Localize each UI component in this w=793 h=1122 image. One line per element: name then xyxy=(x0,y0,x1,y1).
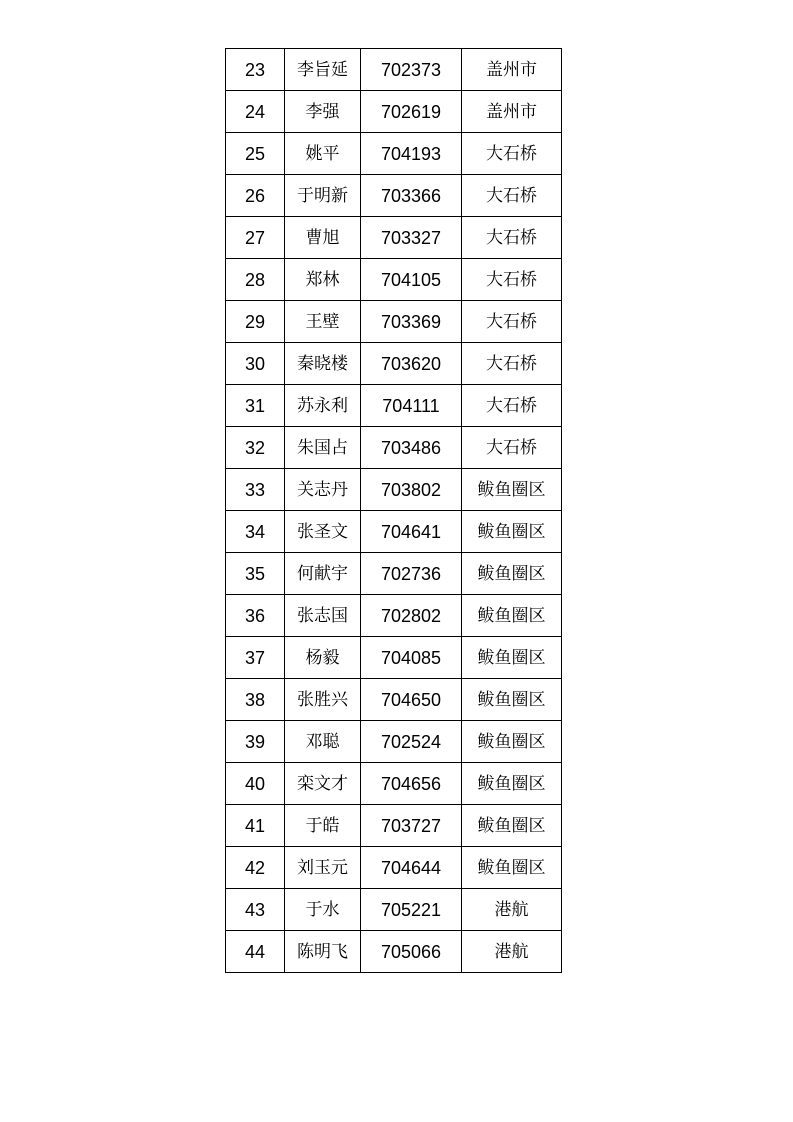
table-row xyxy=(226,301,562,343)
table-row xyxy=(226,763,562,805)
table-row xyxy=(226,343,562,385)
id-code: 704111 xyxy=(361,385,462,427)
table-row xyxy=(226,385,562,427)
id-code: 704656 xyxy=(361,763,462,805)
row-number: 27 xyxy=(226,217,285,259)
table-row xyxy=(226,175,562,217)
person-name: 姚平 xyxy=(285,133,361,175)
unit-name: 大石桥 xyxy=(462,175,562,217)
id-code: 704641 xyxy=(361,511,462,553)
id-code: 704105 xyxy=(361,259,462,301)
id-code: 703327 xyxy=(361,217,462,259)
unit-name: 大石桥 xyxy=(462,301,562,343)
unit-name: 大石桥 xyxy=(462,427,562,469)
unit-name: 鲅鱼圈区 xyxy=(462,721,562,763)
person-name: 陈明飞 xyxy=(285,931,361,973)
table-row xyxy=(226,511,562,553)
id-code: 702524 xyxy=(361,721,462,763)
id-code: 703727 xyxy=(361,805,462,847)
id-code: 704193 xyxy=(361,133,462,175)
unit-name: 鲅鱼圈区 xyxy=(462,469,562,511)
row-number: 42 xyxy=(226,847,285,889)
table-row xyxy=(226,469,562,511)
row-number: 24 xyxy=(226,91,285,133)
row-number: 26 xyxy=(226,175,285,217)
person-name: 朱国占 xyxy=(285,427,361,469)
table-row xyxy=(226,931,562,973)
id-code: 703366 xyxy=(361,175,462,217)
person-name: 李旨延 xyxy=(285,49,361,91)
roster-table xyxy=(225,48,562,973)
unit-name: 大石桥 xyxy=(462,385,562,427)
unit-name: 鲅鱼圈区 xyxy=(462,511,562,553)
row-number: 44 xyxy=(226,931,285,973)
id-code: 703620 xyxy=(361,343,462,385)
row-number: 36 xyxy=(226,595,285,637)
unit-name: 盖州市 xyxy=(462,91,562,133)
person-name: 郑林 xyxy=(285,259,361,301)
row-number: 37 xyxy=(226,637,285,679)
unit-name: 大石桥 xyxy=(462,133,562,175)
row-number: 35 xyxy=(226,553,285,595)
unit-name: 鲅鱼圈区 xyxy=(462,763,562,805)
table-row xyxy=(226,553,562,595)
person-name: 张志国 xyxy=(285,595,361,637)
row-number: 40 xyxy=(226,763,285,805)
table-row xyxy=(226,637,562,679)
row-number: 43 xyxy=(226,889,285,931)
table-row xyxy=(226,721,562,763)
row-number: 28 xyxy=(226,259,285,301)
unit-name: 港航 xyxy=(462,889,562,931)
row-number: 33 xyxy=(226,469,285,511)
id-code: 702619 xyxy=(361,91,462,133)
person-name: 何献宇 xyxy=(285,553,361,595)
id-code: 702373 xyxy=(361,49,462,91)
unit-name: 大石桥 xyxy=(462,343,562,385)
row-number: 38 xyxy=(226,679,285,721)
id-code: 702802 xyxy=(361,595,462,637)
table-row xyxy=(226,133,562,175)
person-name: 王壁 xyxy=(285,301,361,343)
table-row xyxy=(226,847,562,889)
row-number: 23 xyxy=(226,49,285,91)
id-code: 702736 xyxy=(361,553,462,595)
person-name: 张胜兴 xyxy=(285,679,361,721)
person-name: 于明新 xyxy=(285,175,361,217)
id-code: 704644 xyxy=(361,847,462,889)
unit-name: 鲅鱼圈区 xyxy=(462,553,562,595)
id-code: 703802 xyxy=(361,469,462,511)
unit-name: 鲅鱼圈区 xyxy=(462,847,562,889)
table-row xyxy=(226,889,562,931)
person-name: 杨毅 xyxy=(285,637,361,679)
row-number: 41 xyxy=(226,805,285,847)
person-name: 于皓 xyxy=(285,805,361,847)
person-name: 曹旭 xyxy=(285,217,361,259)
unit-name: 大石桥 xyxy=(462,217,562,259)
person-name: 秦晓楼 xyxy=(285,343,361,385)
person-name: 刘玉元 xyxy=(285,847,361,889)
unit-name: 鲅鱼圈区 xyxy=(462,595,562,637)
table-row xyxy=(226,259,562,301)
person-name: 关志丹 xyxy=(285,469,361,511)
unit-name: 鲅鱼圈区 xyxy=(462,637,562,679)
unit-name: 大石桥 xyxy=(462,259,562,301)
table-row xyxy=(226,49,562,91)
row-number: 30 xyxy=(226,343,285,385)
table-row xyxy=(226,217,562,259)
row-number: 32 xyxy=(226,427,285,469)
person-name: 于水 xyxy=(285,889,361,931)
id-code: 703369 xyxy=(361,301,462,343)
table-row xyxy=(226,595,562,637)
id-code: 704650 xyxy=(361,679,462,721)
person-name: 李强 xyxy=(285,91,361,133)
id-code: 705066 xyxy=(361,931,462,973)
unit-name: 盖州市 xyxy=(462,49,562,91)
id-code: 704085 xyxy=(361,637,462,679)
table-row xyxy=(226,805,562,847)
unit-name: 鲅鱼圈区 xyxy=(462,805,562,847)
table-row xyxy=(226,679,562,721)
id-code: 705221 xyxy=(361,889,462,931)
id-code: 703486 xyxy=(361,427,462,469)
person-name: 邓聪 xyxy=(285,721,361,763)
table-row xyxy=(226,427,562,469)
person-name: 栾文才 xyxy=(285,763,361,805)
unit-name: 鲅鱼圈区 xyxy=(462,679,562,721)
row-number: 25 xyxy=(226,133,285,175)
row-number: 29 xyxy=(226,301,285,343)
row-number: 39 xyxy=(226,721,285,763)
person-name: 苏永利 xyxy=(285,385,361,427)
table-row xyxy=(226,91,562,133)
roster-table-body xyxy=(226,49,562,973)
row-number: 34 xyxy=(226,511,285,553)
person-name: 张圣文 xyxy=(285,511,361,553)
unit-name: 港航 xyxy=(462,931,562,973)
row-number: 31 xyxy=(226,385,285,427)
